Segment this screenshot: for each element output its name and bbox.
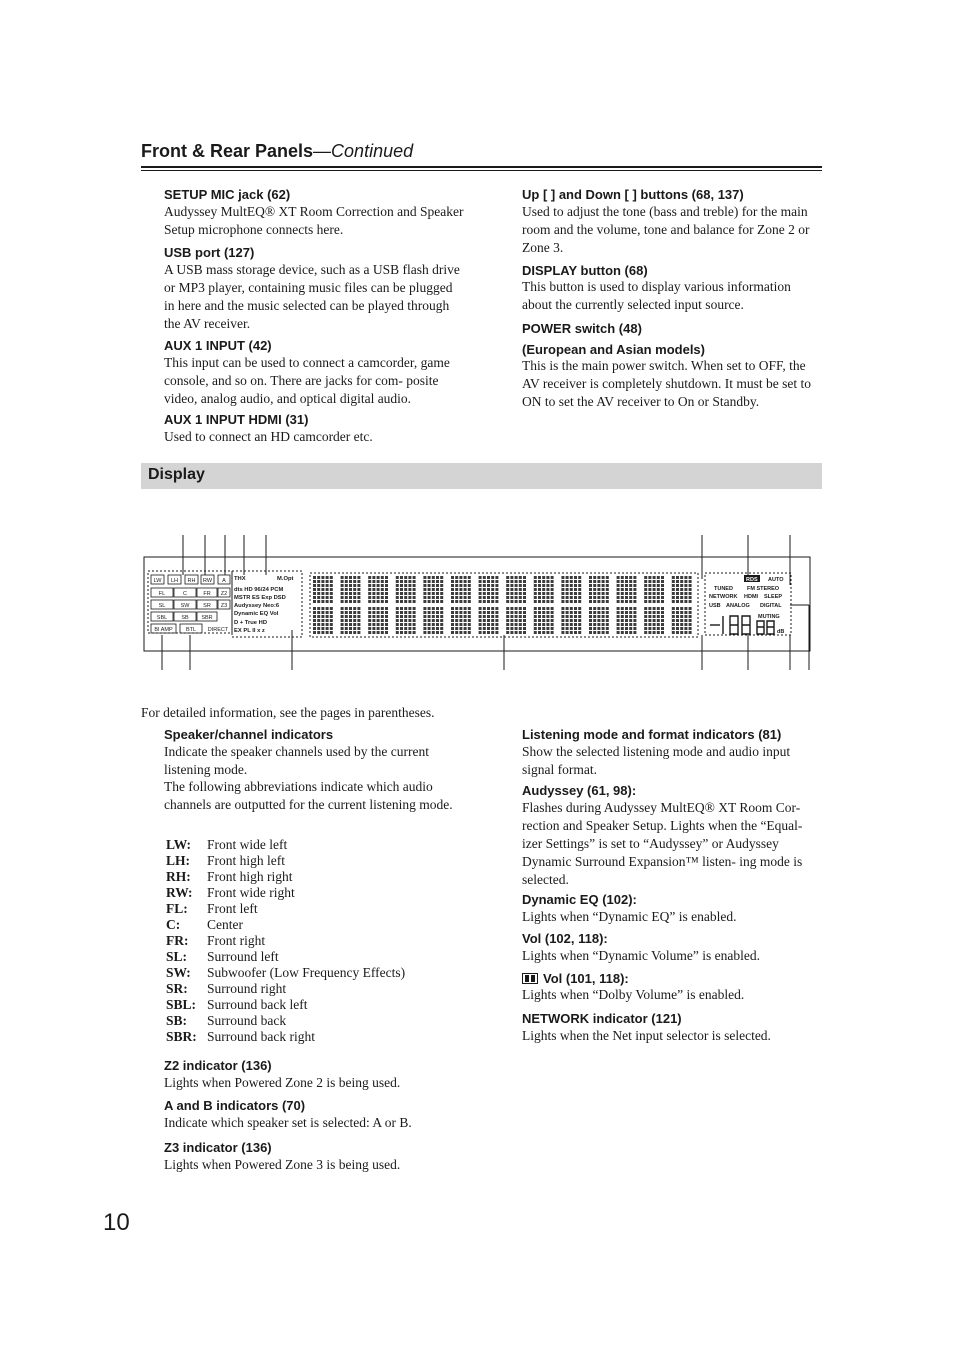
abbreviation-key: C: [166, 917, 181, 932]
speaker-fr: FR [203, 591, 211, 597]
matrix-cell [534, 607, 554, 634]
abbreviation-key: SB: [166, 1013, 188, 1028]
up-down-buttons-text: Used to adjust the tone (bass and treble) for the main room and the volume, tone and balance for Zone 2 or Zone 3. [522, 204, 810, 255]
dynamic-eq-heading: Dynamic EQ (102): [522, 892, 637, 907]
abbreviation-key: SL: [166, 949, 188, 964]
abbreviation-key: FR: [166, 933, 189, 948]
display-button-text: This button is used to display various information about the currently selected input source. [522, 279, 791, 312]
matrix-cell [423, 576, 443, 603]
matrix-cell [479, 576, 499, 603]
z3-heading: Z3 indicator (136) [164, 1140, 272, 1155]
abbreviation-row [166, 1013, 405, 1029]
section-bar [141, 463, 822, 489]
matrix-cell [617, 576, 637, 603]
power-switch-heading: POWER switch (48) [522, 321, 642, 336]
direct-indicator: DIRECT [207, 627, 229, 633]
matrix-cell [561, 576, 581, 603]
up-down-buttons-heading: Up [ ] and Down [ ] buttons (68, 137) [522, 187, 744, 202]
abbreviation-value: Front high right [207, 869, 293, 884]
abbreviation-key: SW: [166, 965, 191, 980]
display-panel-diagram [140, 535, 830, 675]
matrix-cell [672, 607, 692, 634]
muting-indicator: MUTING [758, 614, 780, 620]
speaker-lh: LH [170, 578, 179, 584]
matrix-cell [396, 607, 416, 634]
abbreviation-value: Front high left [207, 853, 285, 868]
dolby-icon [522, 973, 538, 984]
matrix-cell [561, 607, 581, 634]
matrix-cell [396, 576, 416, 603]
z2-heading: Z2 indicator (136) [164, 1058, 272, 1073]
network-indicator: NETWORK [709, 594, 738, 600]
a-b-heading: A and B indicators (70) [164, 1098, 306, 1113]
matrix-cell [341, 607, 361, 634]
matrix-cell [644, 576, 664, 603]
matrix-cell [423, 607, 443, 634]
header-rule-thin [141, 170, 822, 171]
matrix-cell [368, 576, 388, 603]
speaker-sb: SB [181, 615, 189, 621]
abbreviation-value: Front wide left [207, 837, 288, 852]
ex-line: EX PL II x z [234, 628, 265, 634]
hdmi-indicator: HDMI [744, 594, 759, 600]
dynamic-vol-text: Lights when “Dynamic Volume” is enabled. [522, 948, 760, 963]
tuned-indicator: TUNED [714, 586, 733, 592]
abbreviation-row [166, 949, 405, 965]
abbreviation-row [166, 901, 405, 917]
abbreviation-row [166, 981, 405, 997]
m-opt-indicator: M.Opt [277, 576, 294, 582]
aux1-hdmi-heading: AUX 1 INPUT HDMI (31) [164, 412, 309, 427]
abbreviation-value: Front wide right [207, 885, 295, 900]
abbreviation-table [166, 837, 405, 1045]
abbreviation-row [166, 933, 405, 949]
auto-indicator: AUTO [768, 577, 784, 583]
abbreviation-key: SR: [166, 981, 188, 996]
matrix-cell [589, 576, 609, 603]
aux1-input-heading: AUX 1 INPUT (42) [164, 338, 272, 353]
abbreviation-row [166, 965, 405, 981]
abbreviation-value: Surround back [207, 1013, 287, 1028]
matrix-cell [589, 607, 609, 634]
dot-matrix-display [313, 576, 692, 634]
abbreviation-key: RH: [166, 869, 191, 884]
usb-port-heading: USB port (127) [164, 245, 255, 260]
aux1-input-text: This input can be used to connect a camcorder, game console, and so on. There are jacks for com- posite video, analog audio, and optical digital audio. [164, 355, 450, 406]
speaker-rw: RW [202, 578, 213, 584]
abbreviation-value: Surround back left [207, 997, 308, 1012]
abbreviation-value: Front left [207, 901, 258, 916]
z2-text: Lights when Powered Zone 2 is being used. [164, 1075, 401, 1090]
digital-indicator: DIGITAL [760, 603, 782, 609]
zone-a: A [222, 578, 226, 584]
abbreviation-row [166, 869, 405, 885]
matrix-cell [451, 607, 471, 634]
abbreviation-value: Center [207, 917, 243, 932]
btl-indicator: BTL [185, 627, 197, 633]
header-title: Front & Rear Panels [141, 141, 314, 161]
abbreviation-value: Front right [207, 933, 266, 948]
db-indicator: dB [777, 629, 785, 635]
dynamic-vol-heading: Vol (102, 118): [522, 931, 608, 946]
thx-indicator: THX [234, 576, 246, 582]
audyssey-heading: Audyssey (61, 98): [522, 783, 637, 798]
abbreviation-row [166, 997, 405, 1013]
network-text: Lights when the Net input selector is selected. [522, 1028, 771, 1043]
speaker-c: C [183, 591, 187, 597]
dolby-line: D + True HD [234, 620, 268, 626]
display-button-heading: DISPLAY button (68) [522, 263, 648, 278]
abbreviation-value: Surround back right [207, 1029, 315, 1044]
abbreviation-key: RW: [166, 885, 193, 900]
matrix-cell [313, 576, 333, 603]
speaker-sw: SW [180, 603, 190, 609]
abbreviation-value: Surround right [207, 981, 287, 996]
dolby-vol-heading [522, 970, 822, 987]
dynamic-eq-indicator: Dynamic EQ Vol [234, 611, 279, 617]
zone-z2: Z2 [220, 591, 228, 597]
matrix-cell [672, 576, 692, 603]
matrix-cell [341, 576, 361, 603]
speaker-sbl: SBL [156, 615, 168, 621]
sleep-indicator: SLEEP [764, 594, 783, 600]
speaker-lw: LW [153, 578, 162, 584]
abbreviation-row [166, 917, 405, 933]
speaker-channel-text1: Indicate the speaker channels used by the current listening mode. [164, 744, 430, 777]
matrix-cell [617, 607, 637, 634]
speaker-sr: SR [203, 603, 211, 609]
abbreviation-key: FL: [166, 901, 188, 916]
speaker-channel-text2: The following abbreviations indicate which audio channels are outputted for the current listening mode. [164, 779, 453, 812]
abbreviation-key: LW: [166, 837, 192, 852]
abbreviation-row [166, 1029, 405, 1045]
aux1-hdmi-text: Used to connect an HD camcorder etc. [164, 429, 373, 444]
matrix-cell [368, 607, 388, 634]
usb-port-text: A USB mass storage device, such as a USB flash drive or MP3 player, containing music files can be plugged in here and the music selected can be played through the AV receiver. [164, 262, 460, 331]
dolby-vol-text: Lights when “Dolby Volume” is enabled. [522, 987, 745, 1002]
dts-line: dts HD 96/24 PCM [234, 587, 284, 593]
audyssey-text: Flashes during Audyssey MultEQ® XT Room Cor- rection and Speaker Setup. Lights when the “Equal- izer Settings” is set to “Audyssey” or Audyssey Dynamic Surround Expansion™ listen- ing mode is selected. [522, 800, 803, 887]
a-b-text: Indicate which speaker set is selected: A or B. [164, 1115, 412, 1130]
zone-z3: Z3 [220, 603, 228, 609]
abbreviation-row [166, 837, 405, 853]
analog-indicator: ANALOG [726, 603, 750, 609]
z3-text: Lights when Powered Zone 3 is being used. [164, 1157, 401, 1172]
listening-mode-text: Show the selected listening mode and audio input signal format. [522, 744, 791, 777]
abbreviation-value: Subwoofer (Low Frequency Effects) [207, 965, 406, 980]
matrix-cell [506, 607, 526, 634]
abbreviation-key: SBL: [166, 997, 197, 1012]
header-continued: —Continued [313, 141, 414, 161]
power-switch-text: This is the main power switch. When set to OFF, the AV receiver is completely shutdown. It must be set to ON to set the AV receiver to On or Standby. [522, 358, 811, 409]
mstr-line: MSTR ES Exp DSD [234, 595, 286, 601]
intro-note: For detailed information, see the pages in parentheses. [141, 705, 435, 720]
page-number: 10 [103, 1209, 130, 1236]
dolby-vol-heading-label: Vol (101, 118): [543, 971, 629, 986]
matrix-cell [313, 607, 333, 634]
usb-indicator: USB [709, 603, 721, 609]
speaker-sbr: SBR [201, 615, 213, 621]
abbreviation-row [166, 853, 405, 869]
audyssey-indicator: Audyssey Neo:6 [234, 603, 280, 609]
listening-mode-heading: Listening mode and format indicators (81) [522, 727, 782, 742]
abbreviation-value: Surround left [207, 949, 279, 964]
dynamic-eq-text: Lights when “Dynamic EQ” is enabled. [522, 909, 737, 924]
speaker-channel-heading: Speaker/channel indicators [164, 727, 334, 742]
matrix-cell [451, 576, 471, 603]
setup-mic-heading: SETUP MIC jack (62) [164, 187, 291, 202]
speaker-fl: FL [158, 591, 166, 597]
abbreviation-key: LH: [166, 853, 191, 868]
abbreviation-key: SBR: [166, 1029, 197, 1044]
matrix-cell [479, 607, 499, 634]
page-header [141, 141, 413, 162]
section-title: Display [148, 466, 205, 483]
matrix-cell [534, 576, 554, 603]
abbreviation-row [166, 885, 405, 901]
matrix-cell [506, 576, 526, 603]
matrix-cell [644, 607, 664, 634]
power-switch-subheading: (European and Asian models) [522, 342, 705, 357]
network-heading: NETWORK indicator (121) [522, 1011, 682, 1026]
fm-stereo-indicator: FM STEREO [747, 586, 780, 592]
speaker-rh: RH [187, 578, 196, 584]
speaker-sl: SL [158, 603, 166, 609]
bi-amp-indicator: BI AMP [154, 627, 173, 633]
header-rule [141, 166, 822, 168]
setup-mic-text: Audyssey MultEQ® XT Room Correction and Speaker Setup microphone connects here. [164, 204, 464, 237]
rds-indicator: RDS [746, 577, 758, 583]
